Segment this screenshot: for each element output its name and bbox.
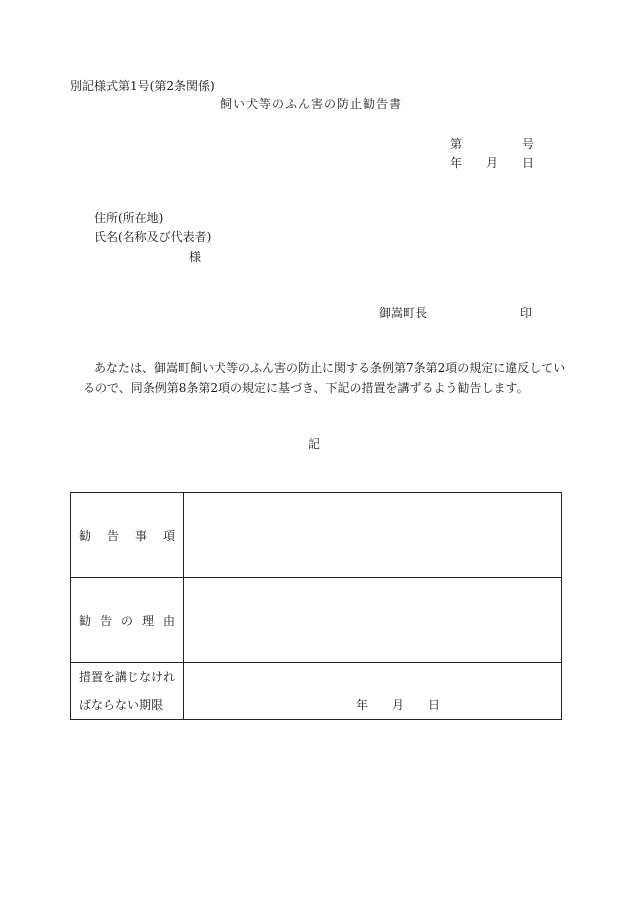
table-row (71, 493, 562, 578)
issue-day: 日 (522, 156, 535, 170)
recommendation-table (70, 492, 562, 720)
issuer-name: 御嵩町長 (379, 306, 428, 320)
deadline-value[interactable] (184, 663, 562, 720)
label-char: 由 (162, 613, 175, 628)
deadline-year: 年 (356, 698, 369, 712)
label-char: 項 (162, 528, 175, 543)
label-char: 勧 (79, 613, 92, 628)
deadline-label-line-1: 措置を講じなけれ (79, 670, 176, 684)
issue-month: 月 (486, 156, 499, 170)
number-suffix: 号 (522, 137, 535, 151)
table-row (71, 578, 562, 663)
label-char: 理 (141, 613, 154, 628)
recommendation-reason-value[interactable] (184, 578, 562, 663)
label-char: 告 (106, 528, 119, 543)
form-reference: 別記様式第1号(第2条関係) (70, 79, 215, 93)
issue-year: 年 (450, 156, 463, 170)
recommendation-items-value[interactable] (184, 493, 562, 578)
ki-heading: 記 (308, 437, 321, 451)
deadline-day: 日 (428, 698, 441, 712)
label-char: 事 (134, 528, 147, 543)
number-prefix: 第 (450, 137, 463, 151)
table-row (71, 663, 562, 720)
recommendation-reason-label (71, 578, 184, 663)
document-title: 飼い犬等のふん害の防止勧告書 (220, 97, 403, 111)
honorific: 様 (189, 250, 202, 264)
label-char: 勧 (79, 528, 92, 543)
name-label: 氏名(名称及び代表者) (94, 230, 212, 244)
body-line-1: あなたは、御嵩町飼い犬等のふん害の防止に関する条例第7条第2項の規定に違反してい (94, 361, 566, 375)
deadline-label (71, 663, 184, 720)
deadline-label-line-2: ばならない期限 (79, 698, 164, 712)
label-char: 告 (99, 613, 112, 628)
label-char: の (120, 613, 133, 628)
address-label: 住所(所在地) (94, 211, 164, 225)
body-line-2: るので、同条例第8条第2項の規定に基づき、下記の措置を講ずるよう勧告します。 (83, 381, 529, 395)
recommendation-items-label (71, 493, 184, 578)
deadline-month: 月 (392, 698, 405, 712)
seal-mark: 印 (520, 306, 533, 320)
